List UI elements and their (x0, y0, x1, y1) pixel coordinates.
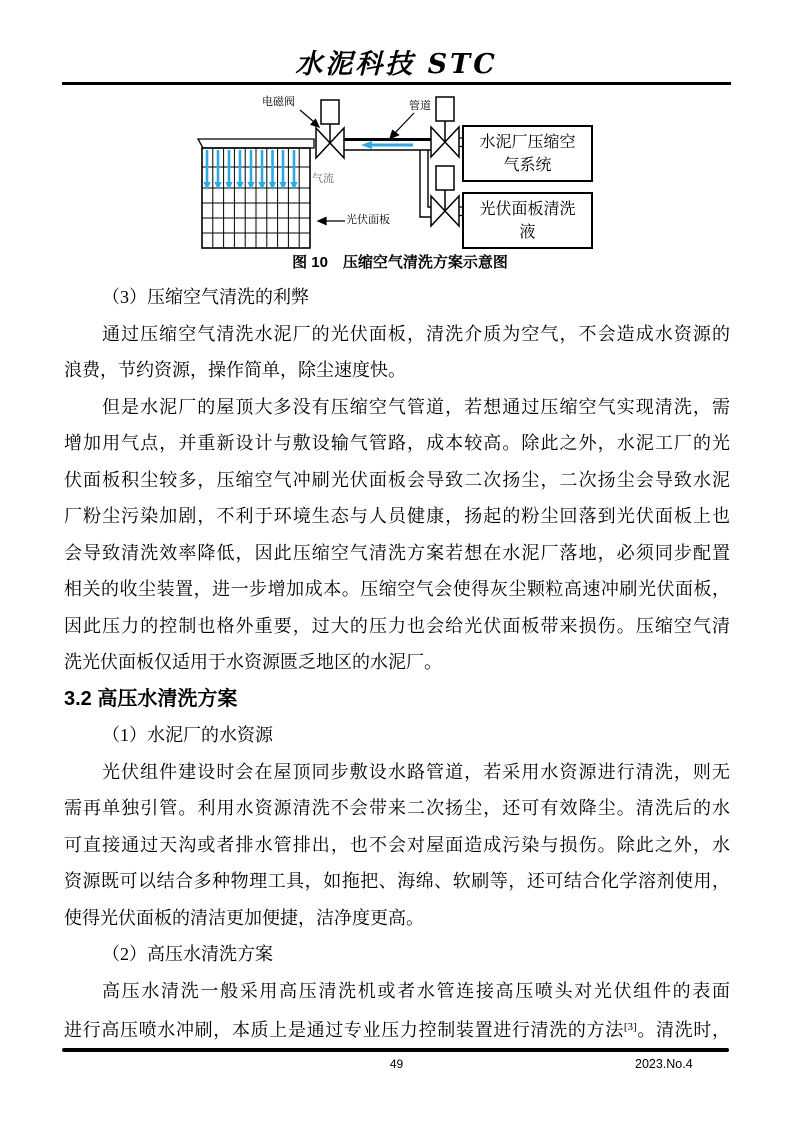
paragraph-line: 使得光伏面板的清洁更加便捷，洁净度更高。 (64, 907, 424, 928)
pv-panel-label: 光伏面板 (346, 214, 390, 226)
paragraph-line: （3）压缩空气清洗的利弊 (102, 287, 309, 307)
paragraph-line: 可直接通过天沟或者排水管排出，也不会对屋面造成污染与损伤。除此之外，水 (64, 834, 730, 855)
valve-air-system-icon (431, 97, 463, 157)
paragraph-line: （1）水泥厂的水资源 (102, 725, 273, 745)
paragraph-line: 因此压力的控制也格外重要，过大的压力也会给光伏面板带来损伤。压缩空气清 (64, 615, 730, 636)
figure-caption: 图 10 压缩空气清洗方案示意图 (292, 254, 508, 271)
airflow-arrows (203, 150, 297, 190)
solenoid-valve-label: 电磁阀 (262, 96, 295, 108)
paragraph-line: 相关的收尘装置，进一步增加成本。压缩空气会使得灰尘颗粒高速冲刷光伏面板， (64, 579, 730, 599)
paragraph-line: 伏面板积尘较多，压缩空气冲刷光伏面板会导致二次扬尘，二次扬尘会导致水泥 (64, 469, 730, 490)
box-cleaning-liquid-label: 光伏面板清洗液 (479, 200, 576, 241)
solenoid-valve-icon (316, 100, 344, 158)
paragraph-line: （2）高压水清洗方案 (102, 944, 273, 964)
box-cleaning-liquid (462, 192, 593, 249)
journal-title: 水泥科技 STC (295, 49, 498, 80)
paragraph-line-with-citation (64, 1009, 730, 1046)
nozzle-manifold-bar (198, 139, 314, 148)
valve-cleaning-liquid-icon (431, 166, 463, 226)
citation-ref: [3] (623, 1021, 637, 1033)
flow-direction-arrow (361, 141, 413, 149)
paragraph-line: 会导致清洗效率降低，因此压缩空气清洗方案若想在水泥厂落地，必须同步配置 (64, 542, 730, 563)
section-heading-3-2: 3.2 高压水清洗方案 (64, 687, 238, 710)
citation-line-post: 。清洗时， (636, 1020, 730, 1040)
cleaning-scheme-diagram (190, 93, 602, 256)
pipe-lines (344, 140, 433, 218)
paragraph-line: 光伏组件建设时会在屋顶同步敷设水路管道，若采用水资源进行清洗，则无 (102, 761, 730, 782)
issue-number: 2023.No.4 (635, 1057, 693, 1071)
box-compressed-air-system (462, 125, 593, 182)
footer-rule (62, 1048, 729, 1052)
paragraph-line: 通过压缩空气清洗水泥厂的光伏面板，清洗介质为空气，不会造成水资源的 (102, 323, 730, 344)
paragraph-line: 增加用气点，并重新设计与敷设输气管路，成本较高。除此之外，水泥工厂的光 (64, 433, 730, 453)
box-compressed-air-system-label: 水泥厂压缩空气系统 (479, 133, 576, 174)
paragraph-line: 高压水清洗一般采用高压清洗机或者水管连接高压喷头对光伏组件的表面 (102, 980, 730, 1001)
paragraph-line: 厂粉尘污染加剧，不利于环境生态与人员健康，扬起的粉尘回落到光伏面板上也 (64, 506, 730, 526)
body-text (64, 279, 730, 1046)
header-rule (62, 82, 731, 85)
pipe-label: 管道 (409, 100, 431, 112)
paragraph-line: 资源既可以结合多种物理工具，如拖把、海绵、软刷等，还可结合化学溶剂使用， (64, 871, 730, 891)
paragraph-line: 洗光伏面板仅适用于水资源匮乏地区的水泥厂。 (64, 652, 442, 672)
citation-line-pre: 进行高压喷水冲刷，本质上是通过专业压力控制装置进行清洗的方法 (64, 1020, 624, 1040)
paragraph-line: 但是水泥厂的屋顶大多没有压缩空气管道，若想通过压缩空气实现清洗，需 (102, 396, 730, 417)
paragraph-line: 需再单独引管。利用水资源清洗不会带来二次扬尘，还可有效降尘。清洗后的水 (64, 798, 730, 818)
airflow-label: 气流 (312, 173, 334, 185)
paragraph-line: 浪费，节约资源，操作简单，除尘速度快。 (64, 360, 406, 380)
page-number: 49 (389, 1057, 404, 1071)
leader-arrows (300, 110, 414, 225)
